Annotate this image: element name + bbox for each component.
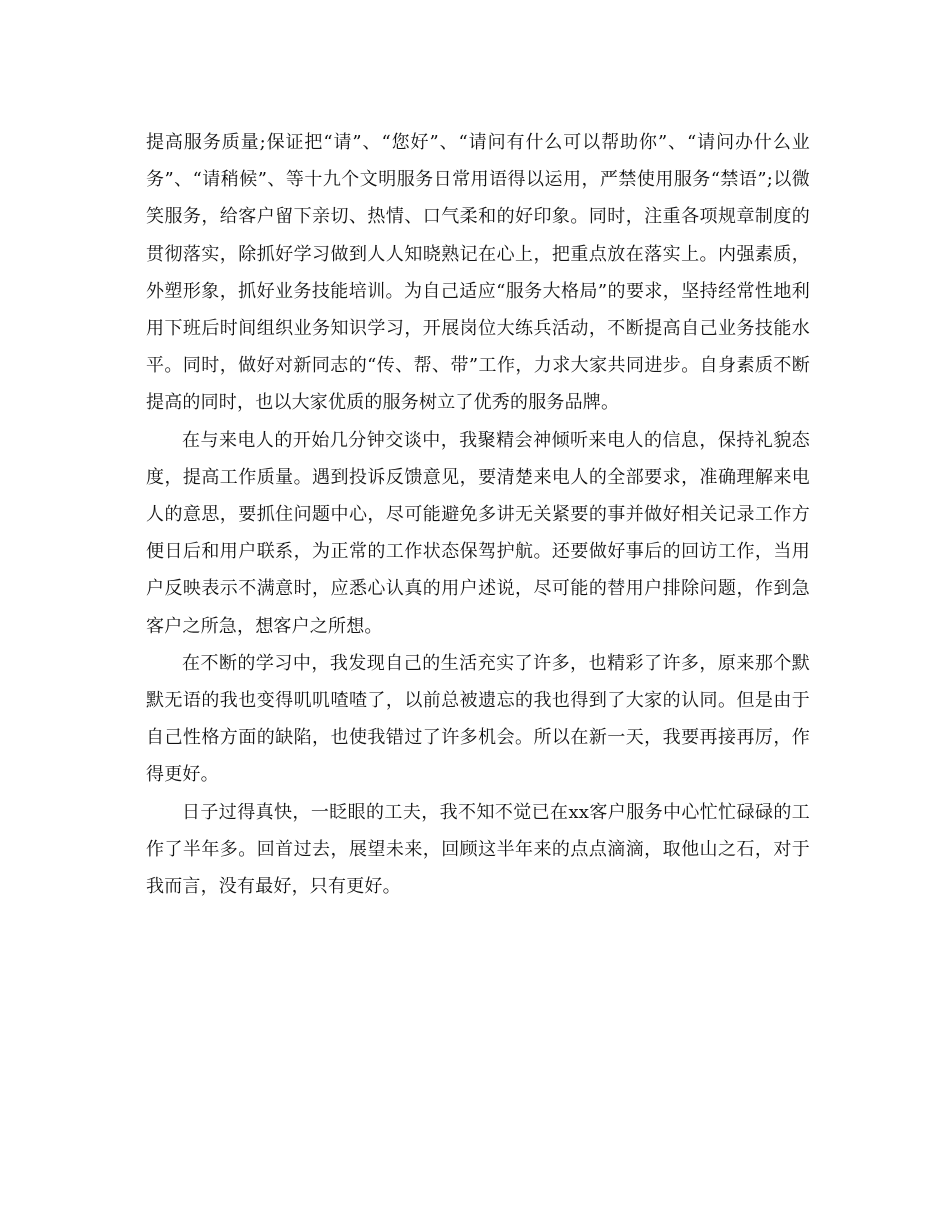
document-body: [146, 124, 810, 905]
paragraph-1: 提高服务质量;保证把“请”、“您好”、“请问有什么可以帮助你”、“请问办什么业务”、“请稍候”、等十九个文明服务日常用语得以运用，严禁使用服务“禁语”;以微笑服务，给客户留下亲切、热情、口气柔和的好印象。同时，注重各项规章制度的贯彻落实，除抓好学习做到人人知晓熟记在心上，把重点放在落实上。内强素质，外塑形象，抓好业务技能培训。为自己适应“服务大格局”的要求，坚持经常性地利用下班后时间组织业务知识学习，开展岗位大练兵活动，不断提高自己业务技能水平。同时，做好对新同志的“传、帮、带”工作，力求大家共同进步。自身素质不断提高的同时，也以大家优质的服务树立了优秀的服务品牌。: [146, 132, 810, 414]
paragraph-4: 日子过得真快，一眨眼的工夫，我不知不觉已在xx客户服务中心忙忙碌碌的工作了半年多。回首过去，展望未来，回顾这半年来的点点滴滴，取他山之石，对于我而言，没有最好，只有更好。: [146, 801, 810, 898]
paragraph-2: 在与来电人的开始几分钟交谈中，我聚精会神倾听来电人的信息，保持礼貌态度，提高工作质量。遇到投诉反馈意见，要清楚来电人的全部要求，准确理解来电人的意思，要抓住问题中心，尽可能避免多讲无关紧要的事并做好相关记录工作方便日后和用户联系，为正常的工作状态保驾护航。还要做好事后的回访工作，当用户反映表示不满意时，应悉心认真的用户述说，尽可能的替用户排除问题，作到急客户之所急，想客户之所想。: [146, 429, 810, 637]
paragraph-3: 在不断的学习中，我发现自己的生活充实了许多，也精彩了许多，原来那个默默无语的我也变得叽叽喳喳了，以前总被遗忘的我也得到了大家的认同。但是由于自己性格方面的缺陷，也使我错过了许多机会。所以在新一天，我要再接再厉，作得更好。: [146, 652, 810, 786]
